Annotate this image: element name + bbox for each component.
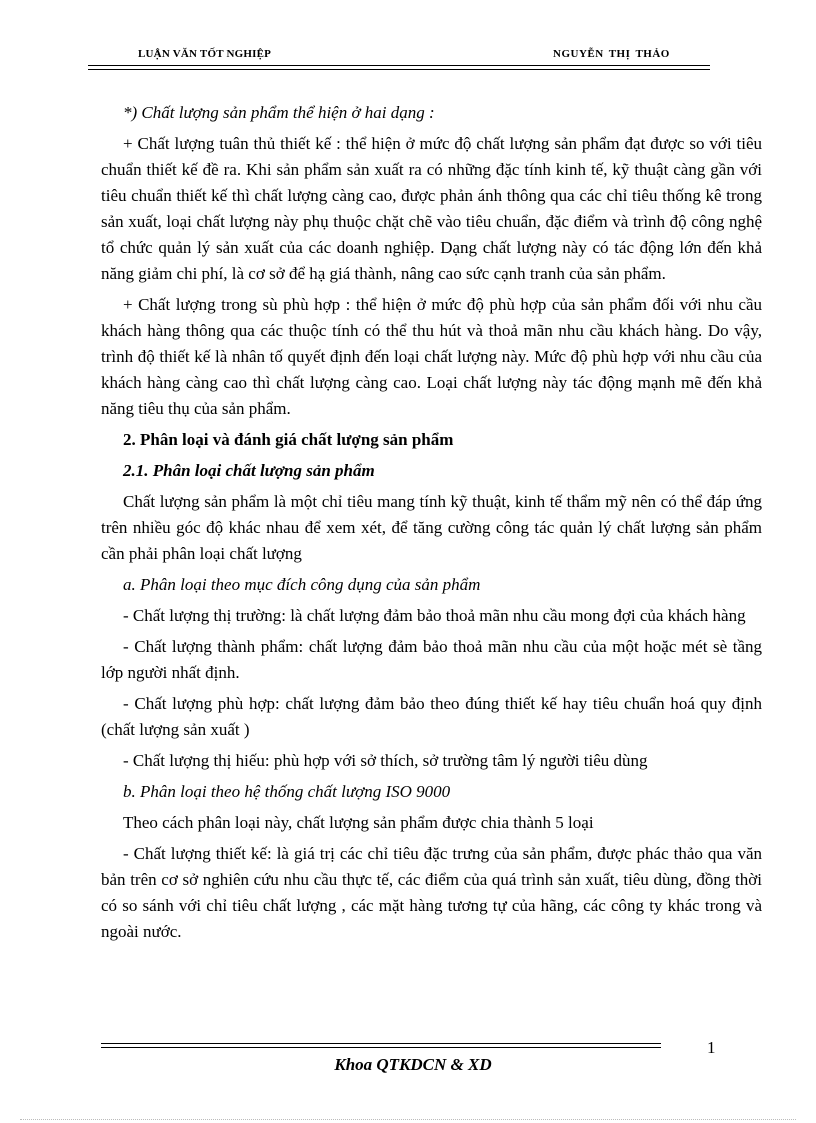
header-author: NGUYỄN THỊ THẢO xyxy=(553,48,670,60)
page-header xyxy=(0,48,816,64)
subheading-a: a. Phân loại theo mục đích công dụng của sản phẩm xyxy=(123,575,481,594)
footer-rule-top xyxy=(101,1043,661,1044)
page-number: 1 xyxy=(707,1038,716,1057)
header-rule-thick xyxy=(88,65,710,66)
document-body xyxy=(101,100,762,950)
paragraph-fit-quality: + Chất lượng trong sù phù hợp : thể hiện ở mức độ phù hợp của sản phẩm đối với nhu cầu khách hàng thông qua các thuộc tính có thể thu hút và thoả mãn nhu cầu khách hàng. Do vậy, trình độ thiết kế là nhân tố quyết định đến loại chất lượng này. Mức độ phù hợp với nhu cầu của khách hàng càng cao thì chất lượng càng cao. Loại chất lượng này tác động mạnh mẽ đến khả năng tiêu thụ của sản phẩm. xyxy=(101,295,762,418)
paragraph-conformity-quality: - Chất lượng phù hợp: chất lượng đảm bảo theo đúng thiết kế hay tiêu chuẩn hoá quy định (chất lượng sản xuất ) xyxy=(101,694,762,739)
paragraph-design-quality: - Chất lượng thiết kế: là giá trị các chỉ tiêu đặc trưng của sản phẩm, được phác thảo qua văn bản trên cơ sở nghiên cứu nhu cầu thực tế, các điểm của quá trình sản xuất, tiêu dùng, đồng thời có so sánh với chỉ tiêu chất lượng , các mặt hàng tương tự của hãng, các công ty khác trong và ngoài nước. xyxy=(101,844,762,941)
paragraph-intro: *) Chất lượng sản phẩm thể hiện ở hai dạng : xyxy=(123,103,435,122)
paragraph-market-quality: - Chất lượng thị trường: là chất lượng đảm bảo thoả mãn nhu cầu mong đợi của khách hàng xyxy=(123,606,746,625)
footer-faculty: Khoa QTKDCN & XD xyxy=(334,1055,492,1074)
header-title: LUẬN VĂN TỐT NGHIỆP xyxy=(138,48,272,60)
section-heading-2-1: 2.1. Phân loại chất lượng sản phẩm xyxy=(123,461,375,480)
footer-rule-bottom xyxy=(101,1047,661,1048)
paragraph-design-compliance: + Chất lượng tuân thủ thiết kế : thể hiện ở mức độ chất lượng sản phẩm đạt được so với tiêu chuẩn thiết kế đề ra. Khi sản phẩm sản xuất ra có những đặc tính kinh tế, kỹ thuật càng gần với tiêu chuẩn thiết kế thì chất lượng càng cao, được phản ánh thông qua các chỉ tiêu thống kê trong sản xuất, loại chất lượng này phụ thuộc chặt chẽ vào tiêu chuẩn, đặc điểm và trình độ công nghệ tổ chức quản lý sản xuất của các doanh nghiệp. Dạng chất lượng này có tác động lớn đến khả năng giảm chi phí, là cơ sở để hạ giá thành, nâng cao sức cạnh tranh của sản phẩm. xyxy=(101,134,762,283)
paragraph-iso-intro: Theo cách phân loại này, chất lượng sản phẩm được chia thành 5 loại xyxy=(123,813,594,832)
paragraph-taste-quality: - Chất lượng thị hiếu: phù hợp với sở thích, sở trường tâm lý người tiêu dùng xyxy=(123,751,648,770)
page-edge-divider xyxy=(20,1119,796,1120)
paragraph-classification: Chất lượng sản phẩm là một chỉ tiêu mang tính kỹ thuật, kinh tế thẩm mỹ nên có thể đáp ứng trên nhiều góc độ khác nhau để xem xét, để tăng cường công tác quản lý chất lượng sản phẩm cần phải phân loại chất lượng xyxy=(101,492,762,563)
header-rule-thin xyxy=(88,69,710,70)
section-heading-2: 2. Phân loại và đánh giá chất lượng sản phẩm xyxy=(123,430,454,449)
subheading-b: b. Phân loại theo hệ thống chất lượng ISO 9000 xyxy=(123,782,451,801)
paragraph-finished-quality: - Chất lượng thành phẩm: chất lượng đảm bảo thoả mãn nhu cầu của một hoặc mét sè tầng lớp người nhất định. xyxy=(101,637,762,682)
